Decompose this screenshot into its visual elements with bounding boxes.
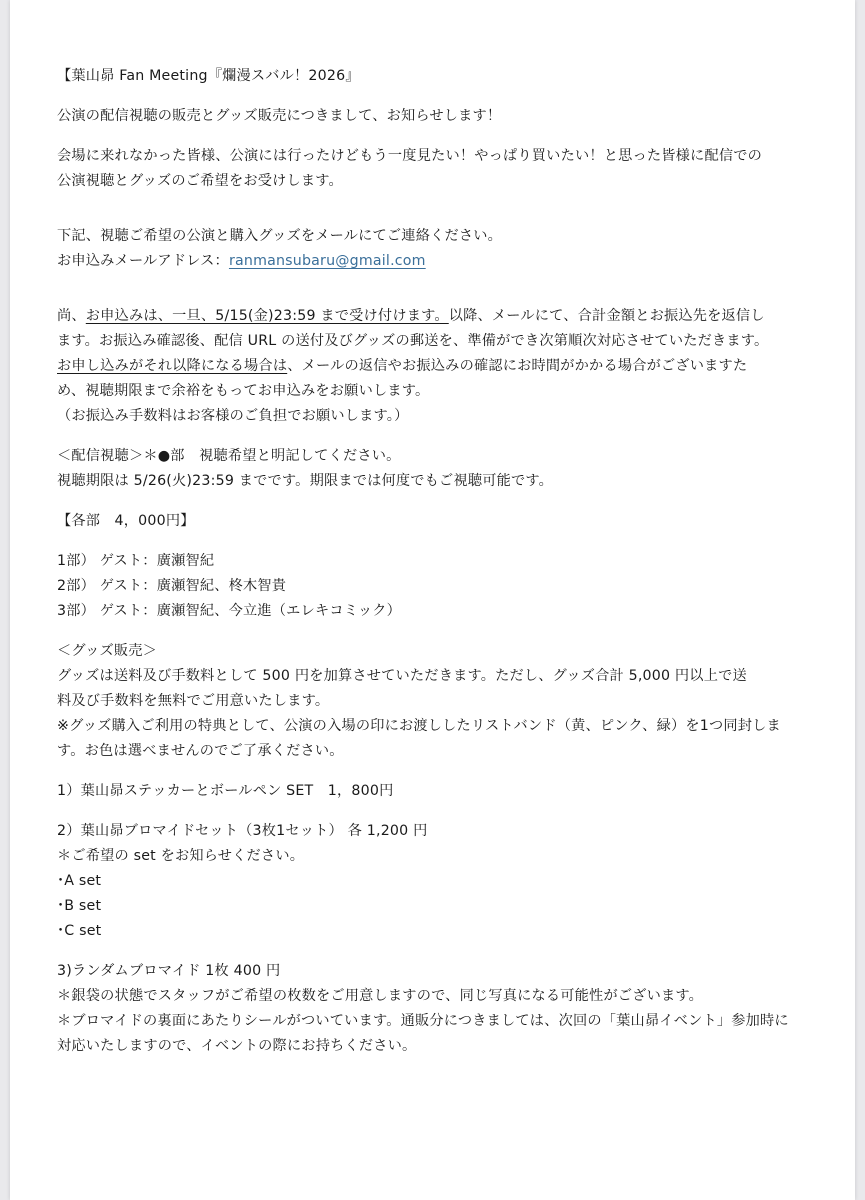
document-page: [10, 0, 855, 1200]
goods-item-2-title: 2）葉山昴ブロマイドセット（3枚1セット） 各 1,200 円: [57, 823, 428, 839]
text-line: グッズは送料及び手数料として 500 円を加算させていただきます。ただし、グッズ合計 5,000 円以上で送: [57, 668, 747, 684]
deadline-lead: 尚、: [57, 308, 86, 324]
goods-item-2: [57, 819, 827, 944]
text-line: ＊銀袋の状態でスタッフがご希望の枚数をご用意しますので、同じ写真になる可能性がございます。: [57, 988, 704, 1004]
text-line: 料及び手数料を無料でご用意いたします。: [57, 693, 330, 709]
deadline-underlined: お申込みは、一旦、5/15(金)23:59 まで受け付けます。: [85, 308, 449, 324]
contact-instruction: 下記、視聴ご希望の公演と購入グッズをメールにてご連絡ください。: [57, 228, 503, 244]
text-line: ※グッズ購入ご利用の特典として、公演の入場の印にお渡ししたリストバンド（黄、ピンク、緑）を1つ同封しま: [57, 718, 781, 734]
list-item: ･C set: [57, 923, 102, 939]
text-line: め、視聴期限まで余裕をもってお申込みをお願いします。: [57, 383, 430, 399]
intro-text: 公演の配信視聴の販売とグッズ販売につきまして、お知らせします！: [57, 108, 502, 124]
late-notice-rest: 、メールの返信やお振込みの確認にお時間がかかる場合がございますた: [287, 358, 748, 374]
late-notice-line: [57, 354, 827, 379]
text-line: す。お色は選べませんのでご了承ください。: [57, 743, 344, 759]
deadline-rest: 以降、メールにて、合計金額とお振込先を返信し: [448, 308, 765, 324]
goods-item-1: 1）葉山昴ステッカーとボールペン SET 1，800円: [57, 783, 394, 799]
text-line: 会場に来れなかった皆様、公演には行ったけどもう一度見たい！やっぱり買いたい！と思った皆様に配信での: [57, 148, 762, 164]
document-body: [57, 64, 827, 1059]
goods-item-2-note: ＊ご希望の set をお知らせください。: [57, 848, 305, 864]
email-link[interactable]: ranmansubaru@gmail.com: [228, 253, 426, 269]
text-line: 公演視聴とグッズのご希望をお受けします。: [57, 173, 343, 189]
deadline-line: [57, 304, 827, 329]
fee-note: （お振込み手数料はお客様のご負担でお願いします。）: [57, 408, 409, 424]
document-title: 【葉山昴 Fan Meeting『爛漫スバル！2026』: [57, 68, 360, 84]
list-item: ･A set: [57, 873, 102, 889]
goods-item-3-title: 3)ランダムブロマイド 1枚 400 円: [57, 963, 281, 979]
list-item: 1部） ゲスト：廣瀬智紀: [57, 553, 215, 569]
stream-section: [57, 444, 827, 494]
email-label: お申込みメールアドレス：: [57, 253, 229, 269]
goods-heading: ＜グッズ販売＞: [57, 643, 158, 659]
paragraph-offer: [57, 144, 827, 194]
list-item: ･B set: [57, 898, 102, 914]
list-item: 3部） ゲスト：廣瀬智紀、今立進（エレキコミック）: [57, 603, 401, 619]
list-item: 2部） ゲスト：廣瀬智紀、柊木智貴: [57, 578, 287, 594]
paragraph-deadline: [57, 304, 827, 429]
stream-parts-list: [57, 549, 827, 624]
paragraph-contact: [57, 224, 827, 274]
goods-section: [57, 639, 827, 764]
text-line: ます。お振込み確認後、配信 URL の送付及びグッズの郵送を、準備ができ次第順次対応させていただきます。: [57, 333, 769, 349]
goods-item-3: [57, 959, 827, 1059]
stream-price: 【各部 4，000円】: [57, 513, 195, 529]
text-line: 対応いたしますので、イベントの際にお持ちください。: [57, 1038, 417, 1054]
text-line: ＊ブロマイドの裏面にあたりシールがついています。通販分につきましては、次回の「葉山昴イベント」参加時に: [57, 1013, 789, 1029]
late-notice-underlined: お申し込みがそれ以降になる場合は: [57, 358, 288, 374]
stream-period: 視聴期限は 5/26(火)23:59 までです。期限までは何度でもご視聴可能です。: [57, 473, 554, 489]
email-row: [57, 249, 827, 274]
stream-heading: ＜配信視聴＞＊●部 視聴希望と明記してください。: [57, 448, 401, 464]
